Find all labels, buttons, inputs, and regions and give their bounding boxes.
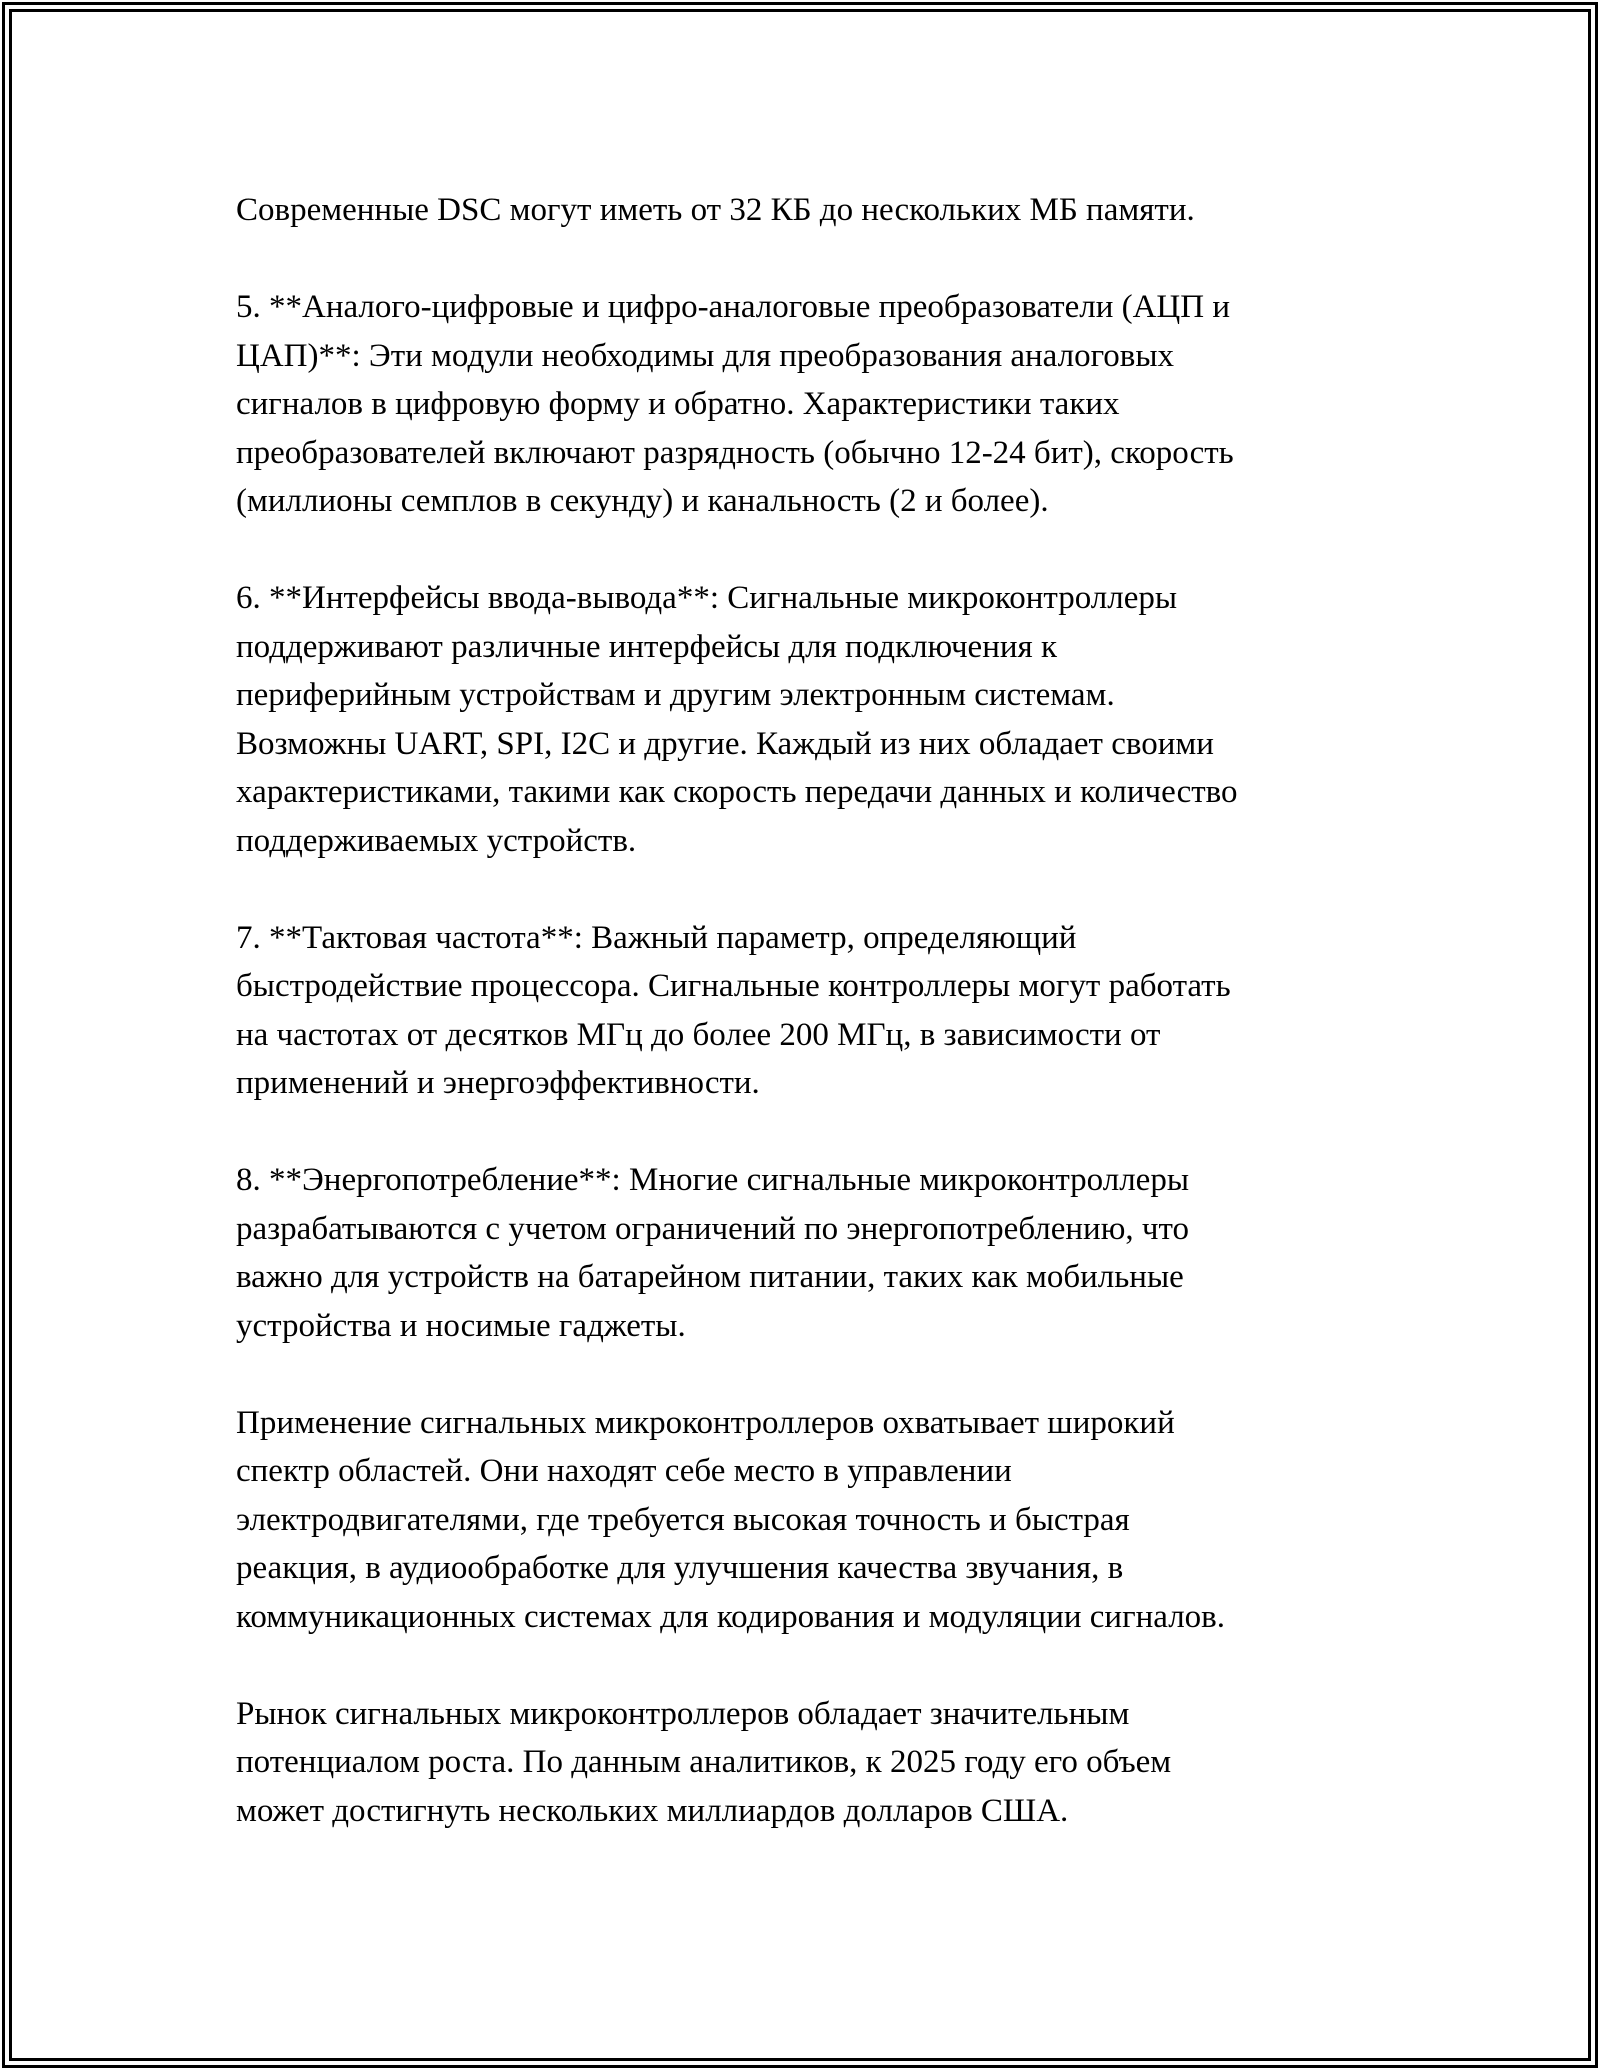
text-line: Современные DSC могут иметь от 32 КБ до нескольких МБ памяти. xyxy=(236,192,1195,228)
text-line: поддерживаемых устройств. xyxy=(236,822,637,859)
text-line: поддерживают различные интерфейсы для подключения к xyxy=(236,628,1057,665)
paragraph-io-interfaces xyxy=(236,574,1366,865)
text-line: Рынок сигнальных микроконтроллеров обладает значительным xyxy=(236,1695,1130,1732)
text-line: 6. **Интерфейсы ввода-вывода**: Сигнальные микроконтроллеры xyxy=(236,580,1178,616)
text-line: быстродействие процессора. Сигнальные контроллеры могут работать xyxy=(236,968,1231,1004)
text-line: Возможны UART, SPI, I2C и другие. Каждый из них обладает своими xyxy=(236,725,1214,762)
text-line: коммуникационных системах для кодирования и модуляции сигналов. xyxy=(236,1598,1226,1635)
paragraph-memory xyxy=(236,186,1366,235)
text-line: электродвигателями, где требуется высокая точность и быстрая xyxy=(236,1501,1130,1538)
text-line: устройства и носимые гаджеты. xyxy=(236,1307,686,1344)
paragraph-power-consumption xyxy=(236,1156,1366,1350)
text-line: Применение сигнальных микроконтроллеров охватывает широкий xyxy=(236,1404,1175,1441)
text-line: реакция, в аудиообработке для улучшения качества звучания, в xyxy=(236,1550,1124,1586)
text-line: периферийным устройствам и другим электронным системам. xyxy=(236,677,1115,713)
text-line: 7. **Тактовая частота**: Важный параметр, определяющий xyxy=(236,919,1077,956)
paragraph-applications xyxy=(236,1399,1366,1642)
text-line: преобразователей включают разрядность (обычно 12-24 бит), скорость xyxy=(236,434,1234,471)
text-line: на частотах от десятков МГц до более 200 МГц, в зависимости от xyxy=(236,1016,1161,1053)
text-line: может достигнуть нескольких миллиардов долларов США. xyxy=(236,1792,1069,1829)
text-line: 8. **Энергопотребление**: Многие сигнальные микроконтроллеры xyxy=(236,1162,1189,1198)
text-line: применений и энергоэффективности. xyxy=(236,1065,760,1101)
text-line: характеристиками, такими как скорость передачи данных и количество xyxy=(236,774,1238,810)
text-line: (миллионы семплов в секунду) и канальность (2 и более). xyxy=(236,483,1049,519)
text-line: 5. **Аналого-цифровые и цифро-аналоговые преобразователи (АЦП и xyxy=(236,289,1230,325)
text-line: важно для устройств на батарейном питании, таких как мобильные xyxy=(236,1259,1184,1295)
text-line: потенциалом роста. По данным аналитиков, к 2025 году его объем xyxy=(236,1744,1172,1780)
text-line: спектр областей. Они находят себе место в управлении xyxy=(236,1453,1012,1489)
document-body xyxy=(236,186,1366,1835)
text-line: ЦАП)**: Эти модули необходимы для преобразования аналоговых xyxy=(236,337,1175,374)
paragraph-market xyxy=(236,1690,1366,1836)
paragraph-adc-dac xyxy=(236,283,1366,526)
text-line: разрабатываются с учетом ограничений по энергопотреблению, что xyxy=(236,1210,1189,1247)
paragraph-clock-frequency xyxy=(236,914,1366,1108)
text-line: сигналов в цифровую форму и обратно. Характеристики таких xyxy=(236,386,1120,422)
